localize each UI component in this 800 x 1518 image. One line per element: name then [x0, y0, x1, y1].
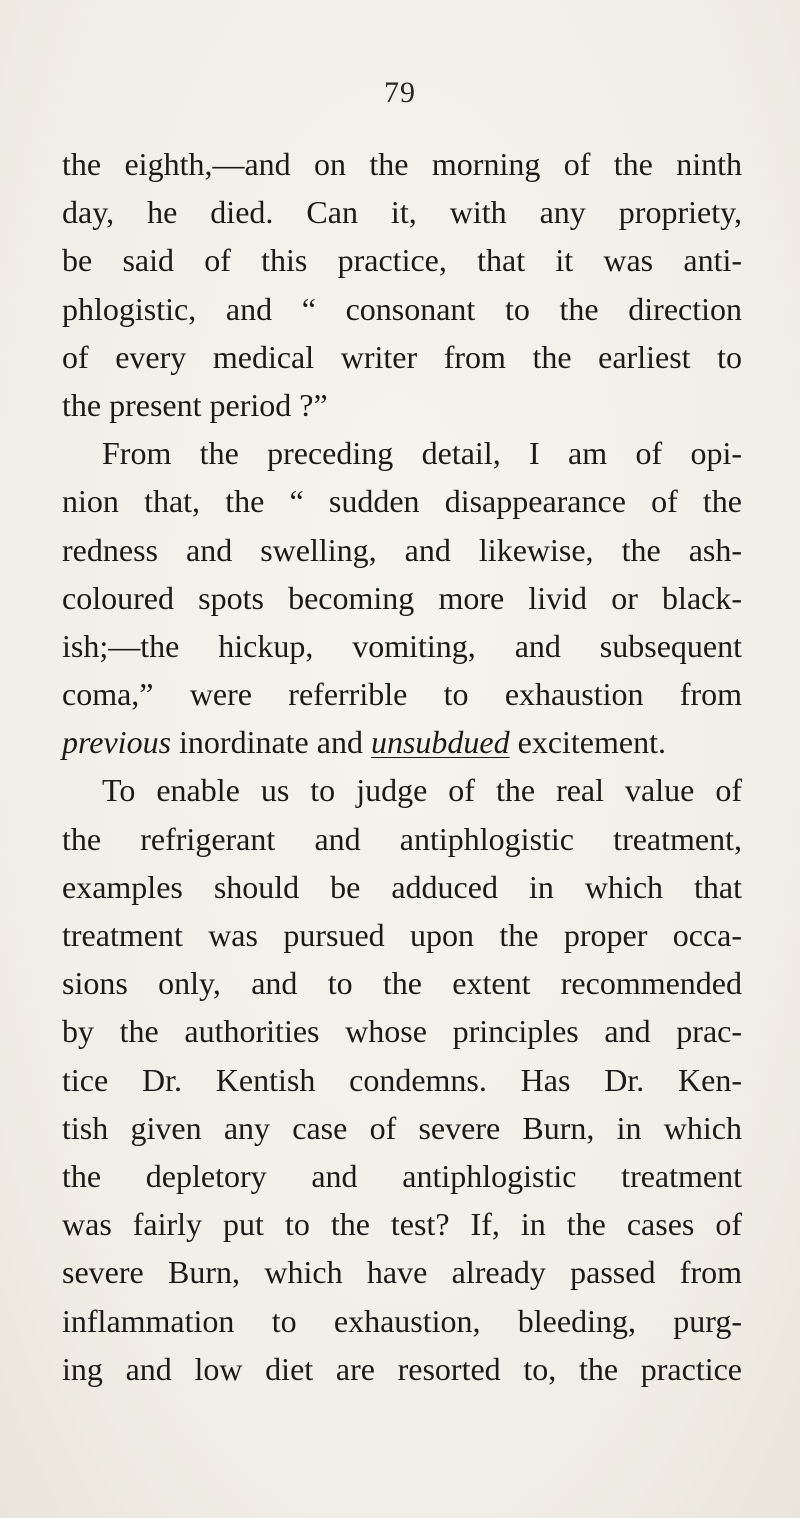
- text-run: ish;—the hickup, vomiting, and subsequent: [62, 627, 742, 664]
- text-line: [62, 381, 742, 429]
- text-run: the depletory and antiphlogistic treatment: [62, 1157, 742, 1194]
- text-run: inflammation to exhaustion, bleeding, purg-: [62, 1302, 742, 1339]
- text-run: To enable us to judge of the real value of: [102, 772, 742, 809]
- text-line: [62, 1152, 742, 1200]
- text-run: redness and swelling, and likewise, the ash-: [62, 531, 742, 568]
- text-run: the eighth,—and on the morning of the ninth: [62, 146, 742, 182]
- text-line: [62, 285, 742, 333]
- text-run: tish given any case of severe Burn, in which: [62, 1109, 742, 1146]
- text-line: [62, 766, 742, 814]
- text-line: [62, 622, 742, 670]
- text-line: [62, 1200, 742, 1248]
- text-line: [62, 911, 742, 959]
- text-line: [62, 574, 742, 622]
- text-run: phlogistic, and “ consonant to the direction: [62, 290, 742, 327]
- text-run: was fairly put to the test? If, in the cases of: [62, 1206, 742, 1243]
- text-line: [62, 863, 742, 911]
- emphasis: [371, 724, 510, 760]
- emphasized-word: previous: [62, 724, 172, 761]
- text-run: sions only, and to the extent recommended: [62, 965, 742, 1002]
- text-run: coma,” were referrible to exhaustion from: [62, 676, 742, 713]
- text-run: be said of this practice, that it was anti-: [62, 242, 742, 279]
- text-line: [62, 1104, 742, 1152]
- text-run: ing and low diet are resorted to, the practice: [62, 1350, 742, 1387]
- text-line: [62, 670, 742, 718]
- text-run: by the authorities whose principles and prac-: [62, 1013, 742, 1050]
- text-line: [62, 1007, 742, 1055]
- page-number: 79: [384, 76, 416, 109]
- text-line: [62, 333, 742, 381]
- text-run: the refrigerant and antiphlogistic treatment,: [62, 820, 742, 857]
- text-line: [62, 1345, 742, 1393]
- text-line: [62, 477, 742, 525]
- text-line: [62, 188, 742, 236]
- text-line: [62, 429, 742, 477]
- text-line: [62, 1248, 742, 1296]
- text-line: [62, 1297, 742, 1345]
- text-run: severe Burn, which have already passed from: [62, 1254, 742, 1291]
- emphasized-word: unsubdued: [370, 724, 510, 761]
- body-text: [62, 140, 742, 1393]
- text-run: inordinate and: [171, 724, 371, 761]
- text-run: nion that, the “ sudden disappearance of the: [62, 483, 742, 520]
- text-run: the present period ?”: [62, 386, 328, 423]
- text-run: day, he died. Can it, with any propriety,: [62, 194, 742, 231]
- text-run: excitement.: [509, 724, 666, 761]
- text-line: [62, 236, 742, 284]
- text-run: From the preceding detail, I am of opi-: [102, 435, 742, 472]
- text-line: [62, 140, 742, 188]
- text-line: [62, 718, 742, 766]
- text-line: [62, 815, 742, 863]
- text-run: of every medical writer from the earliest to: [62, 338, 742, 375]
- text-line: [62, 959, 742, 1007]
- text-run: treatment was pursued upon the proper occa-: [62, 917, 742, 953]
- text-run: tice Dr. Kentish condemns. Has Dr. Ken-: [62, 1061, 742, 1098]
- text-run: examples should be adduced in which that: [62, 868, 742, 905]
- text-line: [62, 526, 742, 574]
- text-line: [62, 1056, 742, 1104]
- text-run: coloured spots becoming more livid or black-: [62, 579, 742, 616]
